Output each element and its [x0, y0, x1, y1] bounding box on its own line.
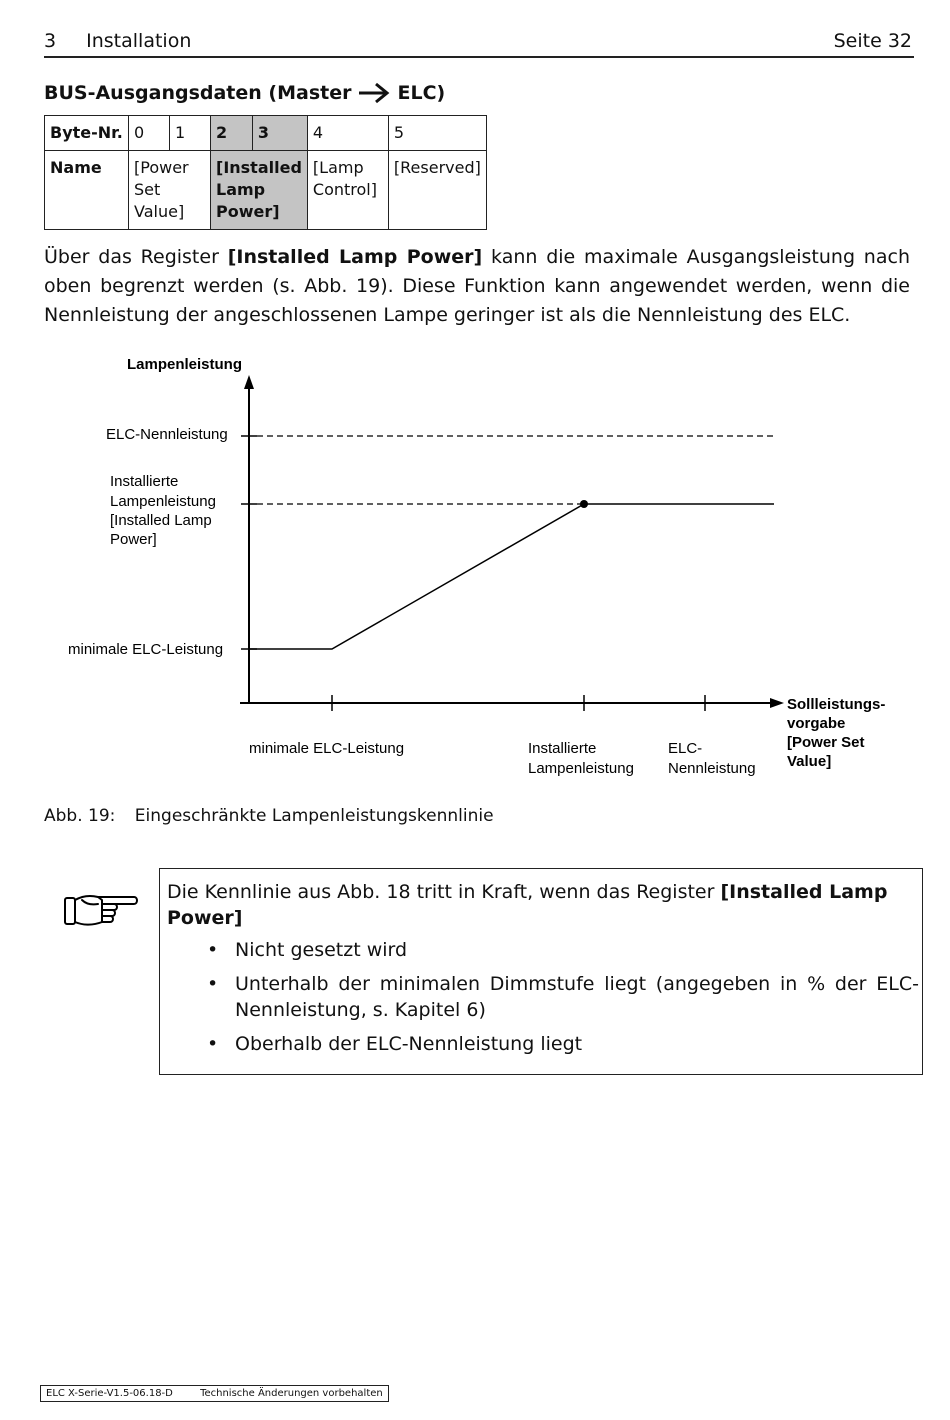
y-axis-arrow — [244, 375, 254, 389]
page-number: Seite 32 — [833, 30, 912, 52]
x-label-installed: Installierte — [528, 740, 597, 757]
x-axis-title: [Power Set — [787, 734, 865, 751]
y-label-installed: Lampenleistung — [110, 493, 216, 510]
list-item: • Unterhalb der minimalen Dimmstufe liegt (angegeben in % der ELC-Nennleistung, s. Kapitel 6) — [207, 973, 919, 1021]
chapter-heading — [44, 30, 191, 52]
name-cell: [Power Set Value] — [129, 151, 211, 230]
row-label-byte: Byte-Nr. — [45, 116, 129, 151]
figure-caption — [44, 806, 494, 826]
footer — [40, 1385, 389, 1402]
bus-output-table — [44, 115, 487, 230]
list-item: • Oberhalb der ELC-Nennleistung liegt — [207, 1033, 583, 1055]
name-cell-highlighted: [Installed Lamp Power] — [211, 151, 308, 230]
note-intro: Die Kennlinie aus Abb. 18 tritt in Kraft, wenn das Register [Installed Lamp Power] — [167, 881, 888, 929]
bullet: • — [207, 1033, 219, 1055]
note-register-name: [Installed Lamp Power] — [167, 881, 888, 929]
document-id: ELC X-Serie-V1.5-06.18-D — [46, 1388, 173, 1399]
figure-number: Abb. 19: — [44, 806, 116, 826]
chapter-number: 3 — [44, 30, 57, 52]
y-axis-title: Lampenleistung — [127, 356, 243, 373]
x-axis-title: Value] — [787, 753, 832, 770]
x-label-min-power: minimale ELC-Leistung — [249, 740, 405, 757]
lamp-power-diagram — [60, 345, 920, 785]
byte-cell-highlighted: 2 — [211, 116, 253, 151]
x-axis-title: vorgabe — [787, 715, 846, 732]
x-axis-title: Sollleistungs- — [787, 696, 886, 713]
register-name: [Installed Lamp Power] — [227, 246, 483, 268]
y-label-elc-rated: ELC-Nennleistung — [106, 426, 228, 443]
y-label-installed: Installierte — [110, 473, 179, 490]
note-list — [167, 937, 919, 1057]
byte-cell: 5 — [388, 116, 486, 151]
header-rule — [44, 56, 914, 58]
list-item: • Nicht gesetzt wird — [207, 939, 408, 961]
note-text — [167, 879, 919, 1065]
pointing-hand-icon — [62, 888, 142, 932]
byte-cell-highlighted: 3 — [252, 116, 307, 151]
section-title-right: ELC) — [397, 82, 446, 104]
row-label-name: Name — [45, 151, 129, 230]
characteristic-curve — [249, 504, 774, 649]
name-cell: [Reserved] — [388, 151, 486, 230]
name-row — [45, 151, 487, 230]
section-title-left: BUS-Ausgangsdaten (Master — [44, 82, 352, 104]
limit-point — [580, 500, 588, 508]
byte-cell: 0 — [129, 116, 170, 151]
body-paragraph: Über das Register [Installed Lamp Power] kann die maximale Ausgangsleistung nach oben begrenzt werden (s. Abb. 19). Diese Funktion kann angewendet werden, wenn die Nennleistung der angeschlossenen Lampe geringer ist als die Nennleistung des ELC. — [44, 246, 910, 326]
bullet: • — [207, 973, 219, 995]
name-cell: [Lamp Control] — [307, 151, 388, 230]
section-title — [44, 82, 445, 104]
bullet: • — [207, 939, 219, 961]
x-label-installed: Lampenleistung — [528, 760, 634, 777]
y-label-installed: [Installed Lamp — [110, 512, 212, 529]
x-axis-arrow — [770, 698, 784, 708]
figure-title: Eingeschränkte Lampenleistungskennlinie — [134, 806, 494, 826]
y-label-installed: Power] — [110, 531, 157, 548]
byte-number-row — [45, 116, 487, 151]
footer-notice: Technische Änderungen vorbehalten — [200, 1388, 383, 1399]
x-label-elc-rated: ELC- — [668, 740, 703, 757]
chapter-title: Installation — [86, 30, 192, 52]
x-label-elc-rated: Nennleistung — [668, 760, 756, 777]
arrow-right-icon — [357, 82, 391, 104]
y-label-min-power: minimale ELC-Leistung — [68, 641, 224, 658]
byte-cell: 4 — [307, 116, 388, 151]
byte-cell: 1 — [170, 116, 211, 151]
note-box — [159, 868, 923, 1075]
